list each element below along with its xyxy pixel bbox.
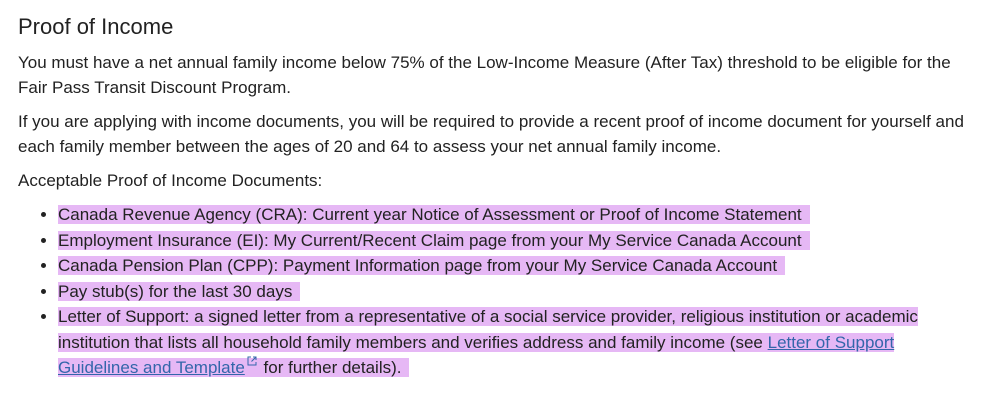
list-item bbox=[58, 279, 970, 305]
letter-of-support-text: Letter of Support: a signed letter from a representative of a social service provider, religious institution or academic institution that lists all household family members and verifies address and family income (see bbox=[58, 307, 918, 352]
list-item bbox=[58, 228, 970, 254]
list-item-text: Pay stub(s) for the last 30 days bbox=[58, 282, 300, 301]
eligibility-paragraph: You must have a net annual family income below 75% of the Low-Income Measure (After Tax) threshold to be eligible for the Fair Pass Transit Discount Program. bbox=[18, 53, 951, 97]
list-item bbox=[58, 253, 970, 279]
external-link-icon bbox=[247, 356, 257, 366]
income-documents-paragraph: If you are applying with income documents, you will be required to provide a recent proof of income document for yourself and each family member between the ages of 20 and 64 to assess your net annual family income. bbox=[18, 112, 964, 156]
list-item-text: Canada Pension Plan (CPP): Payment Information page from your My Service Canada Account bbox=[58, 256, 785, 275]
list-item-text: Employment Insurance (EI): My Current/Recent Claim page from your My Service Canada Account bbox=[58, 231, 810, 250]
list-item-text bbox=[58, 307, 918, 377]
list-item bbox=[58, 304, 970, 381]
list-item-text: Canada Revenue Agency (CRA): Current year Notice of Assessment or Proof of Income Statement bbox=[58, 205, 810, 224]
further-details-text: for further details). bbox=[258, 358, 402, 377]
page-title: Proof of Income bbox=[18, 14, 174, 39]
acceptable-documents-heading: Acceptable Proof of Income Documents: bbox=[18, 171, 323, 190]
link-text: Letter of Support Guidelines and Template bbox=[58, 332, 895, 377]
documents-list bbox=[18, 202, 970, 381]
list-item bbox=[58, 202, 970, 228]
